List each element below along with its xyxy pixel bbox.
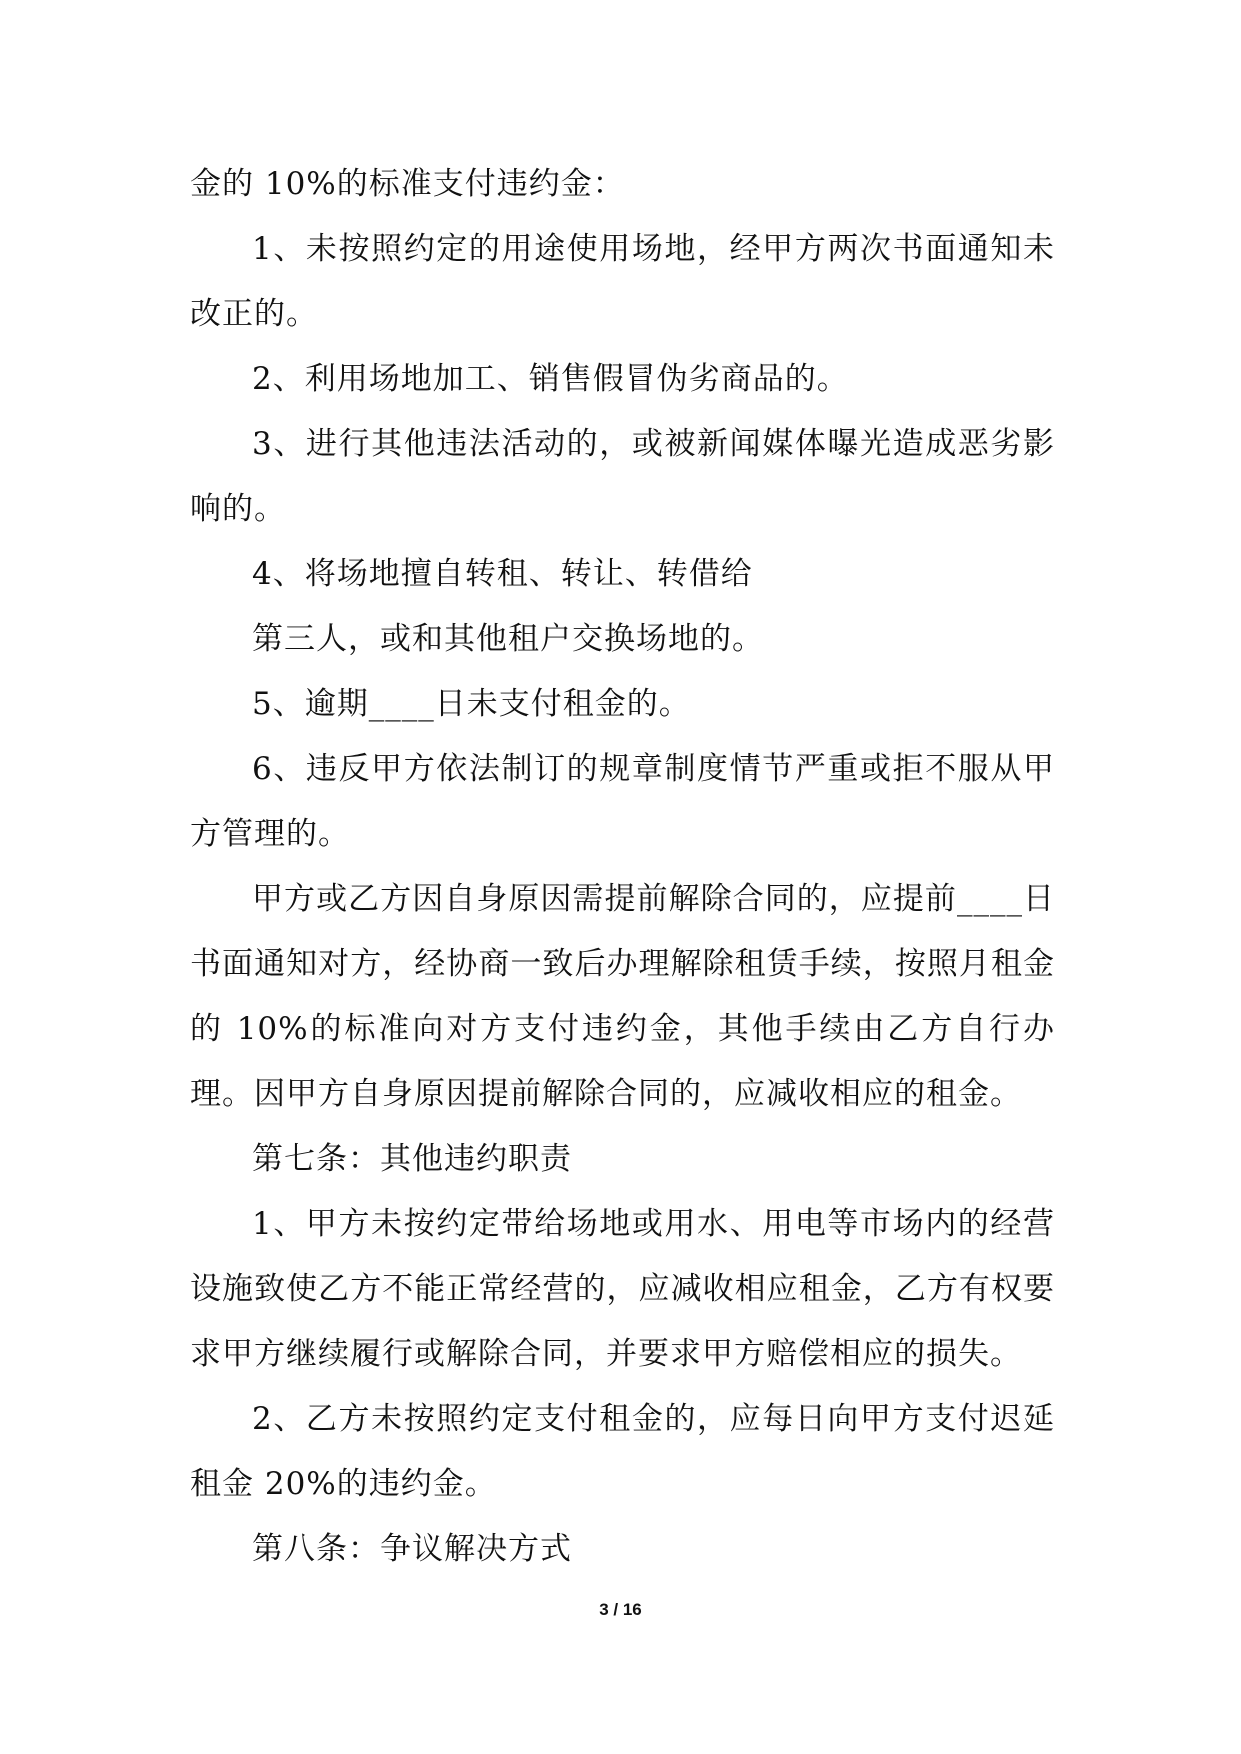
paragraph: 第三人，或和其他租户交换场地的。 — [252, 621, 764, 657]
paragraph: 4、将场地擅自转租、转让、转借给 — [252, 556, 753, 592]
paragraph: 1、未按照约定的用途使用场地，经甲方两次书面通知未改正的。 — [190, 231, 1055, 332]
paragraph: 6、违反甲方依法制订的规章制度情节严重或拒不服从甲方管理的。 — [190, 751, 1055, 852]
document-body — [190, 152, 1055, 1582]
paragraph: 1、甲方未按约定带给场地或用水、用电等市场内的经营设施致使乙方不能正常经营的，应减收相应租金，乙方有权要求甲方继续履行或解除合同，并要求甲方赔偿相应的损失。 — [190, 1206, 1055, 1372]
paragraph: 2、利用场地加工、销售假冒伪劣商品的。 — [252, 361, 849, 397]
paragraph: 金的 10%的标准支付违约金： — [190, 166, 625, 202]
paragraph: 3、进行其他违法活动的，或被新闻媒体曝光造成恶劣影响的。 — [190, 426, 1055, 527]
paragraph: 甲方或乙方因自身原因需提前解除合同的，应提前____日书面通知对方，经协商一致后办理解除租赁手续，按照月租金的 10%的标准向对方支付违约金，其他手续由乙方自行办理。因甲方自身原因提前解除合同的，应减收相应的租金。 — [190, 881, 1055, 1112]
page-number: 3 / 16 — [599, 1600, 642, 1619]
paragraph: 5、逾期____日未支付租金的。 — [252, 686, 691, 722]
section-heading: 第八条：争议解决方式 — [252, 1531, 572, 1567]
section-heading: 第七条：其他违约职责 — [252, 1141, 572, 1177]
paragraph: 2、乙方未按照约定支付租金的，应每日向甲方支付迟延租金 20%的违约金。 — [190, 1401, 1055, 1502]
